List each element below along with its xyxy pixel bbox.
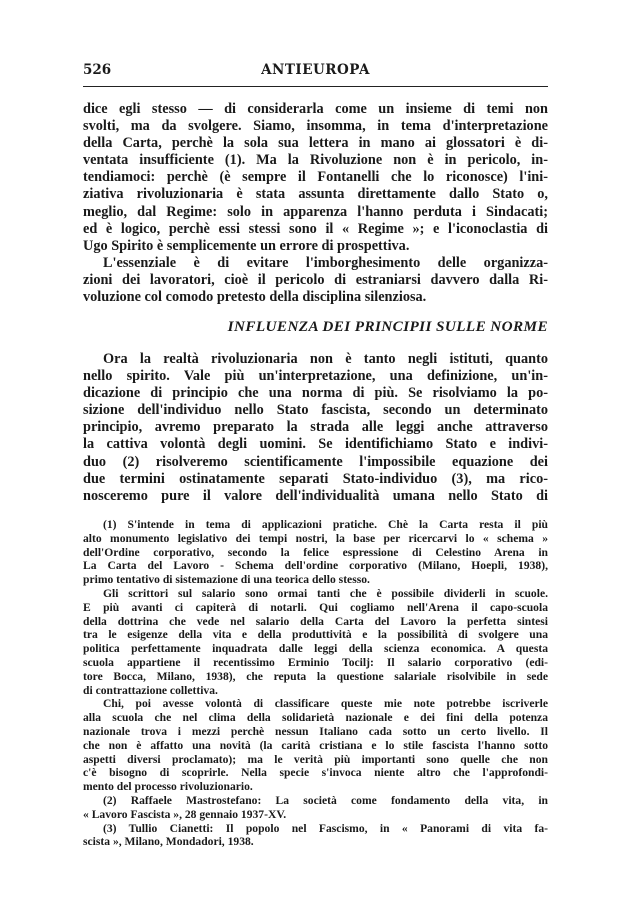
header-rule: [83, 86, 548, 87]
text-line: dicazione di principio che una norma di più. Se risolviamo la po-: [83, 385, 548, 402]
footnote-line: Gli scrittori sul salario sono ormai tanti che è possibile dividerli in scuole.: [103, 586, 548, 600]
section-heading: INFLUENZA DEI PRINCIPII SULLE NORME: [227, 318, 548, 335]
text-line: voluzione col comodo pretesto della disciplina silenziosa.: [83, 289, 427, 306]
running-title: ANTIEUROPA: [261, 62, 370, 78]
page-header: [83, 62, 548, 84]
page-number: 526: [83, 62, 112, 78]
footnote-line: La Carta del Lavoro - Schema dell'ordine corporativo (Milano, Hoepli, 1938),: [83, 559, 548, 573]
footnote-line: scuola appartiene il recentissimo Erminio Tocilj: Il salario corporativo (edi-: [83, 655, 548, 669]
footnote-line: (1) S'intende in tema di applicazioni pratiche. Chè la Carta resta il più: [103, 518, 548, 531]
text-line: Ora la realtà rivoluzionaria non è tanto negli istituti, quanto: [103, 351, 548, 367]
text-line: L'essenziale è di evitare l'imborghesimento delle organizza-: [103, 254, 548, 271]
text-line: principio, avremo preparato la strada alle leggi anche attraverso: [83, 419, 548, 436]
footnote-line: alto monumento legislativo dei tempi nostri, la base per ricercarvi lo « schema »: [83, 531, 548, 545]
footnote-line: dell'Ordine corporativo, secondo la felice espressione di Celestino Arena in: [83, 545, 548, 559]
footnote-line: c'è bisogno di scoprirle. Nella specie s'invoca niente altro che l'approfondi-: [83, 766, 548, 780]
body-paragraphs-bottom: [83, 351, 548, 505]
text-line: meglio, dal Regime: solo in apparenza l'hanno perduta i Sindacati;: [83, 203, 548, 220]
text-line: zioni dei lavoratori, cioè il pericolo di estraniarsi davvero dalla Ri-: [83, 271, 548, 288]
footnote-line: tore Bocca, Milano, 1938), che reputa la questione salariale risolvibile in sede: [83, 669, 548, 683]
text-line: ed è logico, perchè essi stessi sono il « Regime »; e l'iconoclastia di: [83, 220, 548, 237]
footnote-line: primo tentativo di sistemazione di una teorica dello stesso.: [83, 573, 370, 587]
text-line: due termini ostinatamente separati Stato-individuo (3), ma rico-: [83, 470, 548, 487]
footnote-line: nazionale trova i mezzi perchè nessun Italiano cada sotto un certo livello. Il: [83, 724, 548, 738]
text-line: la cattiva volontà degli uomini. Se identifichiamo Stato e indivi-: [83, 436, 548, 453]
text-line: tendiamoci: perchè (è sempre il Fontanelli che lo riconosce) l'ini-: [83, 169, 548, 186]
footnote-line: scista », Milano, Mondadori, 1938.: [83, 835, 254, 849]
footnote-line: (3) Tullio Cianetti: Il popolo nel Fascismo, in « Panorami di vita fa-: [103, 821, 548, 835]
footnote-line: alla scuola che nel clima della solidarietà nazionale e dei fini della potenza: [83, 711, 548, 725]
footnote-line: (2) Raffaele Mastrostefano: La società come fondamento della vita, in: [103, 793, 548, 807]
text-line: Ugo Spirito è semplicemente un errore di prospettiva.: [83, 237, 410, 254]
text-line: ventata insufficiente (1). Ma la Rivoluzione non è in pericolo, in-: [83, 152, 548, 169]
text-line: nosceremo pure il valore dell'individualità umana nello Stato di: [83, 487, 548, 504]
footnote-line: « Lavoro Fascista », 28 gennaio 1937-XV.: [83, 807, 287, 821]
footnote-line: della dottrina che vede nel salario della Carta del Lavoro la perfetta sintesi: [83, 614, 548, 628]
text-line: nello spirito. Vale più un'interpretazione, una definizione, un'in-: [83, 368, 548, 385]
text-line: dice egli stesso — di considerarla come un insieme di temi non: [83, 101, 548, 117]
body-paragraphs-top: [83, 101, 548, 306]
text-line: ziativa rivoluzionaria è stata assunta direttamente dallo Stato o,: [83, 186, 548, 203]
text-line: svolti, ma da svolgere. Siamo, insomma, in tema d'interpretazione: [83, 118, 548, 135]
text-line: della Carta, perchè la sola sua lettera in mano ai glossatori è di-: [83, 135, 548, 152]
footnote-line: politica perfettamente inquadrata dalle leggi della scienza economica. A questa: [83, 642, 548, 656]
text-line: duo (2) risolveremo scientificamente l'impossibile equazione dei: [83, 453, 548, 470]
footnotes: [83, 518, 548, 849]
footnote-line: aspetti diversi proclamato); ma le verità più importanti sono quelle che non: [83, 752, 548, 766]
text-line: sizione dell'individuo nello Stato fascista, secondo un determinato: [83, 402, 548, 419]
footnote-line: mento del processo rivoluzionario.: [83, 780, 253, 794]
footnote-line: Chi, poi avesse volontà di classificare queste mie note potrebbe iscriverle: [103, 697, 548, 711]
footnote-line: E più avanti ci capiterà di notarli. Qui cogliamo nell'Arena il capo-scuola: [83, 600, 548, 614]
footnote-line: di contrattazione collettiva.: [83, 683, 218, 697]
footnote-line: che non è affatto una novità (la carità cristiana e lo stile fascista l'hanno sotto: [83, 738, 548, 752]
footnote-line: tra le esigenze della vita e della produttività e la possibilità di svolgere una: [83, 628, 548, 642]
